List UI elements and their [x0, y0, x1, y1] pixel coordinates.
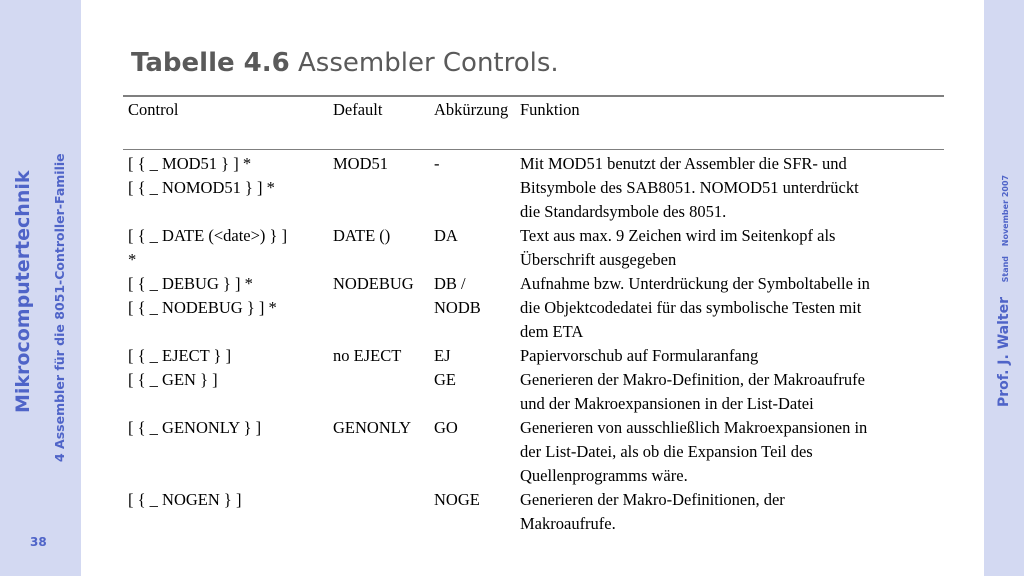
cell-funktion: Bitsymbole des SAB8051. NOMOD51 unterdrückt [520, 178, 859, 197]
cell-abkuerzung: DA [434, 226, 458, 245]
cell-control: * [128, 250, 137, 269]
cell-control: [ { _ MOD51 } ] * [128, 154, 252, 173]
cell-funktion: Generieren der Makro-Definitionen, der [520, 490, 785, 509]
cell-default: NODEBUG [333, 274, 414, 293]
cell-abkuerzung: GO [434, 418, 458, 437]
cell-funktion: Generieren von ausschließlich Makroexpansionen in [520, 418, 868, 437]
course-title: Mikrocomputertechnik [12, 170, 34, 413]
table-caption: Assembler Controls. [298, 48, 559, 78]
cell-control: [ { _ GEN } ] [128, 370, 218, 389]
cell-control: [ { _ EJECT } ] [128, 346, 232, 365]
header-abkuerzung: Abkürzung [434, 100, 509, 119]
cell-abkuerzung: NOGE [434, 490, 480, 509]
stand-label: Stand [1001, 255, 1010, 283]
cell-default: DATE () [333, 226, 391, 245]
cell-funktion: und der Makroexpansionen in der List-Datei [520, 394, 814, 413]
cell-control: [ { _ DEBUG } ] * [128, 274, 253, 293]
cell-control: [ { _ NODEBUG } ] * [128, 298, 277, 317]
header-control: Control [128, 100, 179, 119]
cell-control: [ { _ NOGEN } ] [128, 490, 242, 509]
table-top-rule [123, 95, 944, 97]
table-number: Tabelle 4.6 [131, 48, 290, 78]
cell-funktion: die Standardsymbole des 8051. [520, 202, 727, 221]
cell-control: [ { _ GENONLY } ] [128, 418, 262, 437]
cell-default: MOD51 [333, 154, 389, 173]
cell-funktion: Generieren der Makro-Definition, der Makroaufrufe [520, 370, 865, 389]
cell-funktion: die Objektcodedatei für das symbolische Testen mit [520, 298, 862, 317]
cell-funktion: Quellenprogramms wäre. [520, 466, 688, 485]
author-stand [996, 175, 1012, 407]
cell-default: no EJECT [333, 346, 402, 365]
cell-funktion: der List-Datei, als ob die Expansion Teil des [520, 442, 813, 461]
author-name: Prof. J. Walter [996, 297, 1012, 407]
cell-funktion: dem ETA [520, 322, 584, 341]
slide-title [131, 48, 559, 78]
cell-funktion: Aufnahme bzw. Unterdrückung der Symboltabelle in [520, 274, 870, 293]
cell-abkuerzung: EJ [434, 346, 451, 365]
page-number: 38 [30, 535, 47, 549]
table-header-rule [123, 149, 944, 150]
cell-control: [ { _ DATE (<date>) } ] [128, 226, 288, 245]
cell-funktion: Papiervorschub auf Formularanfang [520, 346, 759, 365]
stand-date: November 2007 [1001, 174, 1010, 247]
cell-abkuerzung: NODB [434, 298, 481, 317]
cell-abkuerzung: - [434, 154, 440, 173]
cell-control: [ { _ NOMOD51 } ] * [128, 178, 275, 197]
cell-abkuerzung: GE [434, 370, 456, 389]
cell-abkuerzung: DB / [434, 274, 466, 293]
header-default: Default [333, 100, 383, 119]
chapter-title: 4 Assembler für die 8051-Controller-Familie [52, 153, 67, 462]
cell-funktion: Mit MOD51 benutzt der Assembler die SFR- und [520, 154, 847, 173]
cell-funktion: Text aus max. 9 Zeichen wird im Seitenkopf als [520, 226, 836, 245]
cell-default: GENONLY [333, 418, 412, 437]
cell-funktion: Überschrift ausgegeben [520, 250, 677, 269]
header-funktion: Funktion [520, 100, 580, 119]
cell-funktion: Makroaufrufe. [520, 514, 616, 533]
